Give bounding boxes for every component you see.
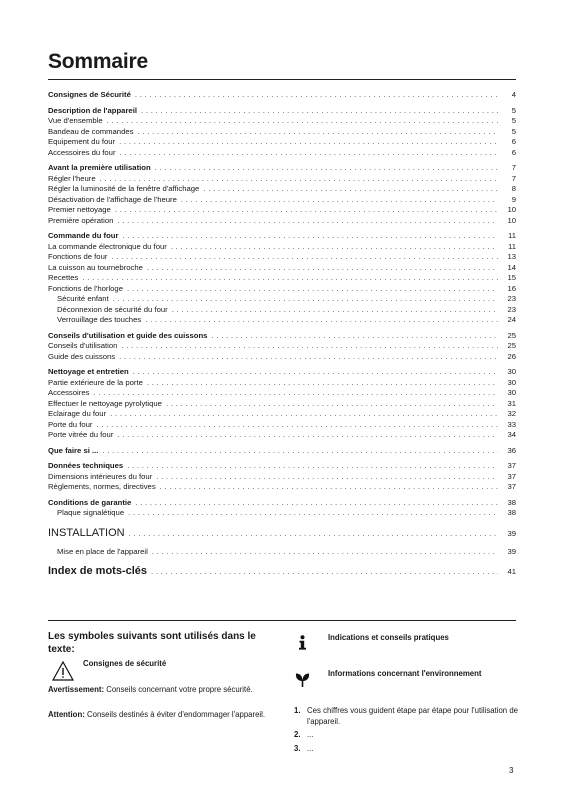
toc-entry [48, 399, 516, 410]
toc-leader [119, 352, 498, 363]
toc-entry-page: 23 [507, 304, 516, 314]
toc-entry-label: Effectuer le nettoyage pyrolytique [48, 398, 162, 408]
attention-paragraph [48, 710, 270, 721]
toc-entry-label: Règlements, normes, directives [48, 482, 156, 491]
toc-entry-label: La commande électronique du four [48, 241, 167, 251]
toc-leader [127, 461, 498, 472]
symbols-heading: Les symboles suivants sont utilisés dans le texte: [48, 631, 256, 655]
toc-entry-label: Première opération [48, 215, 114, 225]
toc-entry [48, 284, 516, 295]
toc-entry [48, 252, 516, 263]
toc-entry-page: 30 [507, 367, 516, 376]
toc-entry [48, 116, 516, 127]
toc-entry-label: Plaque signalétique [57, 508, 125, 517]
toc-entry [48, 205, 516, 216]
toc-leader [117, 216, 498, 227]
toc-entry-label: Avant la première utilisation [48, 163, 151, 172]
toc-entry-label: Eclairage du four [48, 409, 107, 418]
toc-entry-page: 39 [507, 528, 516, 538]
toc-entry-page: 24 [507, 315, 516, 324]
toc-leader [137, 127, 498, 138]
toc-leader [181, 195, 498, 206]
toc-leader [122, 231, 498, 242]
toc-entry [48, 273, 516, 284]
toc-entry-page: 7 [511, 173, 516, 183]
steps-list [294, 706, 518, 757]
toc-entry-page: 41 [507, 567, 516, 576]
toc-leader [115, 205, 498, 216]
warning-text: Conseils concernant votre propre sécurité. [106, 685, 253, 694]
environment-leaf-icon [294, 671, 311, 688]
toc-entry-label: Verrouillage des touches [57, 315, 142, 324]
list-item [294, 730, 518, 741]
toc-entry-page: 16 [507, 283, 516, 293]
toc-entry-label: Recettes [48, 273, 79, 282]
toc-entry-page: 11 [508, 231, 516, 240]
toc-entry-label: Guide des cuissons [48, 351, 116, 361]
toc-entry-label: Sécurité enfant [57, 294, 109, 303]
toc-entry-page: 37 [507, 482, 516, 491]
step-number: 2. [294, 730, 301, 739]
toc-entry [48, 367, 516, 378]
toc-leader [102, 446, 498, 457]
table-of-contents [48, 90, 516, 580]
toc-entry [48, 216, 516, 227]
toc-bottom-rule [48, 620, 516, 621]
toc-entry-page: 8 [511, 184, 516, 193]
toc-leader [121, 341, 498, 352]
toc-leader [145, 315, 498, 326]
toc-entry [48, 127, 516, 138]
toc-entry-page: 33 [507, 419, 516, 429]
toc-entry [48, 163, 516, 174]
toc-entry [48, 563, 516, 580]
toc-entry-page: 5 [511, 116, 516, 125]
toc-entry [48, 461, 516, 472]
safety-label: Consignes de sécurité [83, 659, 167, 668]
toc-entry-label: Nettoyage et entretien [48, 367, 129, 376]
toc-entry-page: 5 [511, 105, 516, 115]
toc-entry-page: 26 [507, 351, 516, 361]
toc-entry [48, 294, 516, 305]
toc-entry-page: 13 [507, 252, 516, 261]
toc-leader [141, 106, 498, 117]
toc-leader [110, 409, 498, 420]
toc-entry [48, 195, 516, 206]
toc-leader [117, 430, 498, 441]
toc-leader [100, 174, 498, 185]
toc-entry [48, 242, 516, 253]
toc-entry [48, 409, 516, 420]
toc-entry-label: Index de mots-clés [48, 565, 148, 577]
toc-entry [48, 498, 516, 509]
toc-entry [48, 446, 516, 457]
toc-entry-page: 32 [507, 409, 516, 418]
toc-entry-page: 10 [507, 205, 516, 214]
toc-entry-label: Accessoires [48, 388, 90, 397]
toc-entry-label: Données techniques [48, 461, 124, 470]
toc-leader [93, 388, 498, 399]
toc-entry [48, 508, 516, 519]
list-item [294, 706, 518, 727]
toc-entry-label: Fonctions de four [48, 252, 108, 261]
attention-term: Attention: [48, 710, 85, 719]
toc-leader [133, 367, 498, 378]
toc-leader [111, 252, 498, 263]
toc-entry-page: 23 [507, 294, 516, 303]
toc-entry [48, 148, 516, 159]
toc-leader [135, 90, 498, 101]
toc-entry-label: Partie extérieure de la porte [48, 377, 143, 387]
toc-entry-page: 30 [507, 377, 516, 387]
toc-entry-page: 25 [507, 341, 516, 350]
toc-entry [48, 90, 516, 101]
toc-entry [48, 106, 516, 117]
toc-entry-page: 38 [507, 508, 516, 517]
toc-entry-label: Mise en place de l'appareil [57, 546, 148, 556]
toc-entry-label: Description de l'appareil [48, 105, 137, 115]
toc-entry-page: 30 [507, 388, 516, 397]
toc-leader [129, 525, 498, 542]
toc-entry-label: Conditions de garantie [48, 497, 132, 507]
warning-term: Avertissement: [48, 685, 105, 694]
toc-entry [48, 525, 516, 542]
step-text: ... [307, 730, 314, 739]
toc-leader [82, 273, 498, 284]
toc-leader [166, 399, 498, 410]
page-number: 3 [509, 766, 514, 775]
toc-entry-label: Accessoires du four [48, 147, 116, 157]
toc-leader [96, 420, 498, 431]
toc-entry [48, 547, 516, 558]
toc-entry [48, 388, 516, 399]
toc-leader [156, 472, 498, 483]
toc-entry [48, 378, 516, 389]
toc-entry-label: Conseils d'utilisation et guide des cuissons [48, 330, 208, 340]
toc-leader [172, 305, 498, 316]
toc-entry [48, 482, 516, 493]
toc-entry-page: 14 [507, 262, 516, 272]
toc-entry-label: Fonctions de l'horloge [48, 283, 123, 293]
toc-entry [48, 341, 516, 352]
toc-entry-page: 15 [507, 273, 516, 282]
toc-entry-page: 36 [507, 445, 516, 455]
step-text: Ces chiffres vous guident étape par étape pour l'utilisation de l'appareil. [307, 706, 518, 726]
title-rule [48, 79, 516, 80]
environment-label: Informations concernant l'environnement [328, 669, 482, 678]
attention-text: Conseils destinés à éviter d'endommager l'appareil. [86, 710, 266, 719]
toc-entry-label: Que faire si ... [48, 445, 99, 455]
toc-entry-label: Régler l'heure [48, 173, 96, 183]
toc-entry-page: 6 [511, 147, 516, 157]
toc-entry-page: 31 [507, 398, 516, 408]
toc-entry-page: 5 [511, 126, 516, 136]
warning-triangle-icon [52, 661, 74, 681]
toc-entry-label: Désactivation de l'affichage de l'heure [48, 194, 177, 204]
toc-entry-page: 10 [507, 215, 516, 225]
toc-entry-label: Vue d'ensemble [48, 116, 103, 125]
toc-leader [135, 498, 498, 509]
toc-leader [147, 263, 498, 274]
toc-entry [48, 472, 516, 483]
toc-entry [48, 305, 516, 316]
toc-entry-page: 25 [507, 330, 516, 340]
toc-entry-page: 39 [507, 546, 516, 556]
toc-entry [48, 231, 516, 242]
toc-entry-page: 11 [508, 241, 516, 251]
toc-leader [171, 242, 498, 253]
toc-entry-page: 37 [507, 471, 516, 481]
toc-entry [48, 137, 516, 148]
toc-entry-label: INSTALLATION [48, 526, 125, 539]
toc-entry-label: Déconnexion de sécurité du four [57, 304, 168, 314]
toc-leader [151, 563, 498, 580]
toc-entry-label: La cuisson au tournebroche [48, 262, 143, 272]
toc-entry-label: Consignes de Sécurité [48, 90, 131, 99]
toc-leader [152, 547, 498, 558]
warning-paragraph [48, 685, 270, 696]
page-title: Sommaire [48, 50, 148, 73]
toc-leader [107, 116, 498, 127]
toc-entry-page: 6 [511, 137, 516, 146]
toc-entry-label: Dimensions intérieures du four [48, 471, 153, 481]
toc-entry-label: Premier nettoyage [48, 205, 111, 214]
toc-entry [48, 331, 516, 342]
toc-entry-page: 34 [507, 430, 516, 439]
toc-entry-label: Equipement du four [48, 137, 116, 146]
toc-leader [113, 294, 498, 305]
toc-leader [128, 508, 498, 519]
toc-entry-label: Bandeau de commandes [48, 126, 134, 136]
toc-entry [48, 315, 516, 326]
toc-entry [48, 174, 516, 185]
toc-leader [211, 331, 498, 342]
toc-leader [120, 148, 498, 159]
toc-entry [48, 420, 516, 431]
list-item [294, 744, 518, 755]
toc-leader [155, 163, 498, 174]
toc-entry-page: 9 [511, 194, 516, 204]
info-icon [294, 634, 311, 651]
toc-entry-page: 37 [507, 461, 516, 470]
toc-entry [48, 430, 516, 441]
step-number: 3. [294, 743, 301, 753]
toc-leader [119, 137, 498, 148]
toc-entry-label: Porte du four [48, 419, 93, 429]
info-label: Indications et conseils pratiques [328, 633, 449, 642]
toc-leader [127, 284, 498, 295]
toc-entry-page: 38 [507, 497, 516, 507]
toc-entry-label: Conseils d'utilisation [48, 341, 118, 350]
toc-leader [203, 184, 498, 195]
toc-entry [48, 263, 516, 274]
step-text: ... [307, 743, 314, 753]
toc-entry [48, 352, 516, 363]
step-number: 1. [294, 706, 301, 715]
toc-leader [147, 378, 498, 389]
toc-entry-label: Commande du four [48, 231, 119, 240]
toc-entry-label: Porte vitrée du four [48, 430, 114, 439]
toc-leader [160, 482, 498, 493]
toc-entry [48, 184, 516, 195]
toc-entry-page: 7 [511, 163, 516, 172]
toc-entry-label: Régler la luminosité de la fenêtre d'affichage [48, 184, 200, 193]
toc-entry-page: 4 [511, 90, 516, 99]
